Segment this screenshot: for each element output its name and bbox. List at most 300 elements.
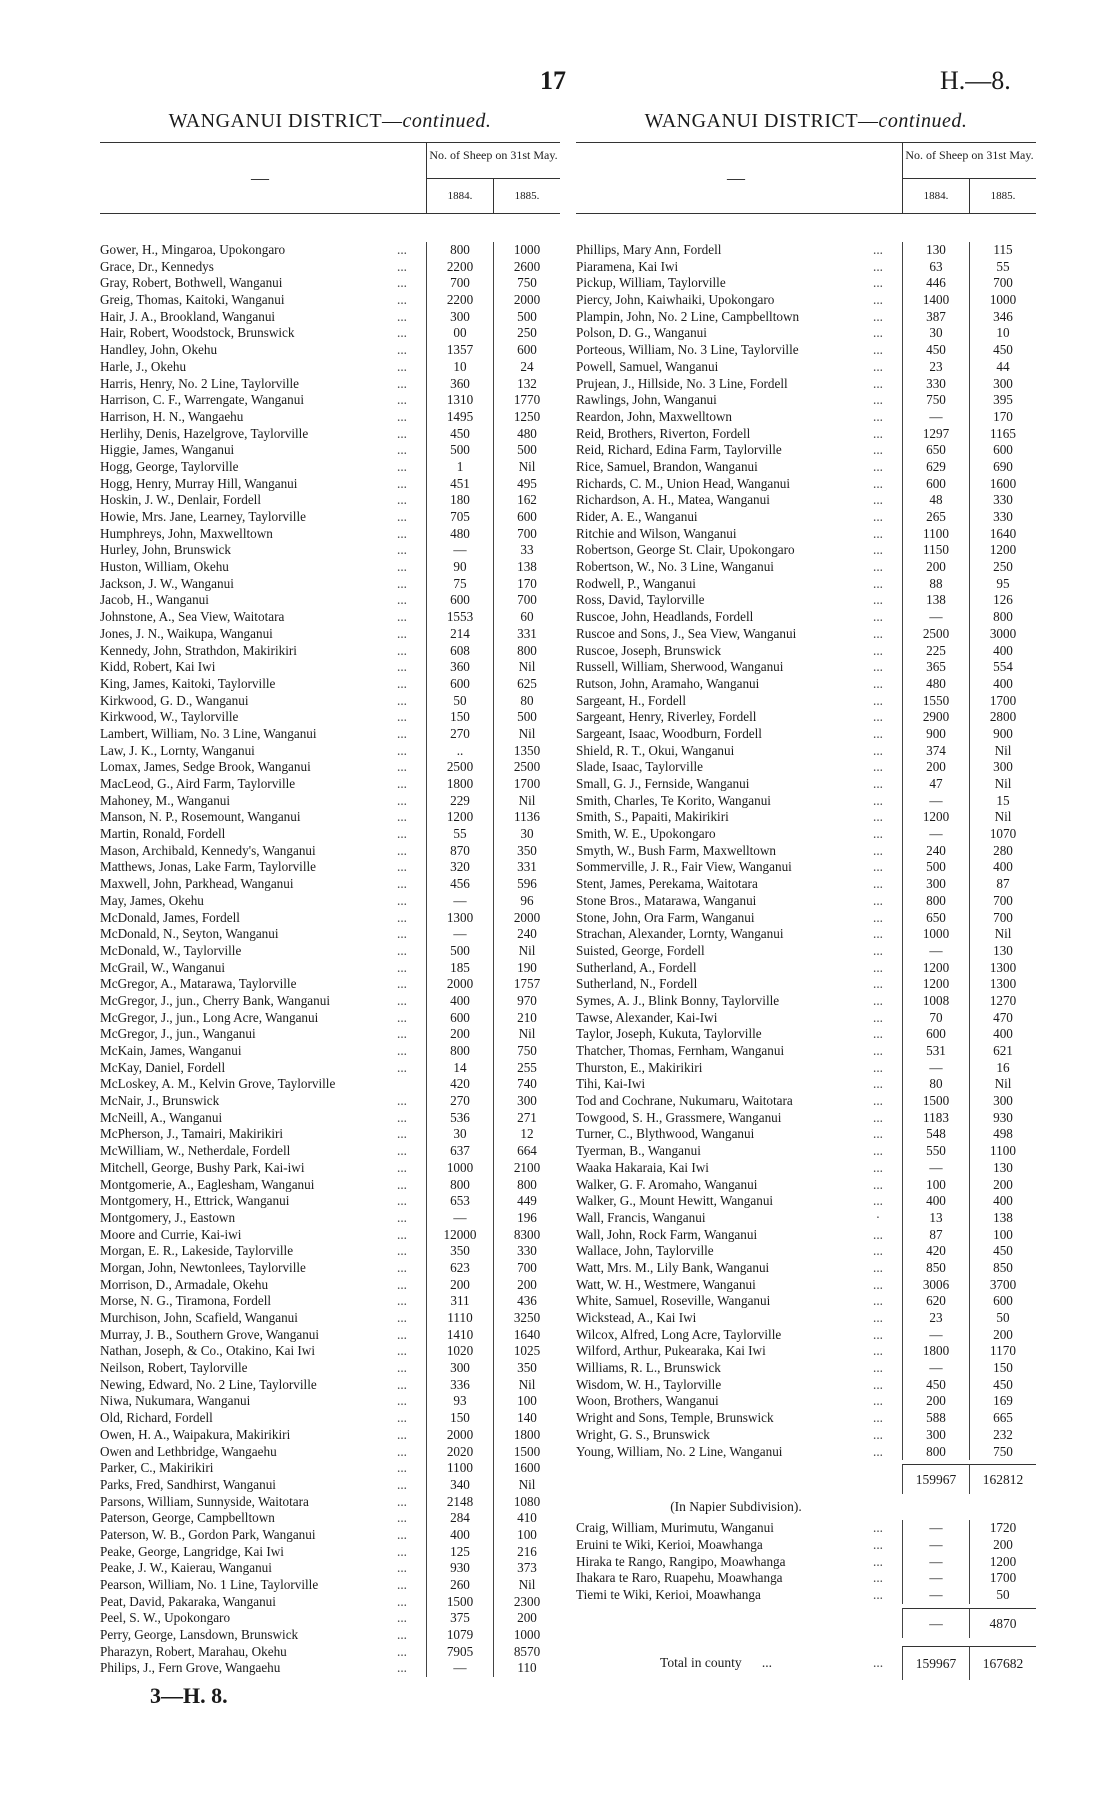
sheep-1884: 400 [426, 1527, 493, 1544]
sheep-1884: 93 [426, 1393, 493, 1410]
sheep-1884: 800 [426, 242, 493, 259]
sheep-1885: 95 [969, 576, 1036, 593]
sheep-1884: 214 [426, 626, 493, 643]
owner-name: Martin, Ronald, Fordell [100, 826, 226, 842]
table-row [576, 926, 1036, 943]
owner-name: Hogg, George, Taylorville [100, 458, 239, 474]
sheep-1885: 3700 [969, 1277, 1036, 1294]
table-row [100, 859, 560, 876]
sheep-1884: 400 [902, 1193, 969, 1210]
table-row [100, 1627, 560, 1644]
sheep-1885: 1757 [493, 976, 560, 993]
owner-name: Peat, David, Pakaraka, Wanganui [100, 1593, 276, 1609]
leader-dots: ... [873, 1043, 883, 1058]
sheep-1885: 12 [493, 1126, 560, 1143]
table-row [100, 943, 560, 960]
owner-name: Williams, R. L., Brunswick [576, 1360, 721, 1376]
owner-name: Plampin, John, No. 2 Line, Campbelltown [576, 308, 800, 324]
sheep-1885: Nil [969, 776, 1036, 793]
sheep-1885: 200 [969, 1177, 1036, 1194]
sheep-1884: — [426, 893, 493, 910]
owner-name: Harrison, C. F., Warrengate, Wanganui [100, 392, 304, 408]
sheep-count-header [902, 143, 1036, 213]
owner-name: McGrail, W., Wanganui [100, 959, 226, 975]
leader-dots: ... [873, 1376, 883, 1392]
owner-name: Tyerman, B., Wanganui [576, 1143, 701, 1159]
table-row [100, 526, 560, 543]
leader-dots: ... [873, 492, 883, 508]
owner-name: Wright, G. S., Brunswick [576, 1426, 710, 1442]
owner-name: Parsons, William, Sunnyside, Waitotara [100, 1493, 309, 1509]
owner-name: Smith, Charles, Te Korito, Wanganui [576, 792, 771, 808]
sheep-1884: 150 [426, 1410, 493, 1427]
sheep-1884: 1495 [426, 409, 493, 426]
sheep-1884: 48 [902, 492, 969, 509]
sheep-1885: 1300 [969, 960, 1036, 977]
leader-dots: ... [397, 1193, 407, 1209]
owner-name: Paterson, W. B., Gordon Park, Wanganui [100, 1526, 316, 1542]
table-row [100, 1427, 560, 1444]
sheep-1885: 216 [493, 1544, 560, 1561]
leader-dots: ... [873, 1310, 883, 1325]
sheep-1884: 200 [902, 1393, 969, 1410]
sheep-1884: 870 [426, 843, 493, 860]
sheep-1884: 850 [902, 1260, 969, 1277]
sheep-1885: 750 [493, 275, 560, 292]
table-row [100, 709, 560, 726]
owner-name: King, James, Kaitoki, Taylorville [100, 675, 276, 691]
owner-name: Pharazyn, Robert, Marahau, Okehu [100, 1643, 287, 1659]
owner-name: Murray, J. B., Southern Grove, Wanganui [100, 1326, 320, 1342]
sheep-1885: 96 [493, 893, 560, 910]
sheep-1884: 653 [426, 1193, 493, 1210]
sheep-1884: 620 [902, 1293, 969, 1310]
sheep-1884: 30 [902, 325, 969, 342]
owner-name: Pearson, William, No. 1 Line, Taylorville [100, 1577, 319, 1592]
sheep-1884: 700 [426, 275, 493, 292]
leader-dots: ... [397, 859, 407, 875]
leader-dots: ... [397, 509, 407, 524]
sheep-1884: 1550 [902, 693, 969, 710]
table-row [576, 693, 1036, 710]
leader-dots: ... [397, 809, 407, 825]
owner-name: Ross, David, Taylorville [576, 592, 705, 608]
sheep-1884: 320 [426, 859, 493, 876]
sheep-1884: 1110 [426, 1310, 493, 1327]
sheep-1884: 1100 [426, 1460, 493, 1477]
owner-name: McDonald, N., Seyton, Wanganui [100, 926, 279, 942]
owner-name: Rawlings, John, Wanganui [576, 392, 717, 408]
sheep-1885: 346 [969, 309, 1036, 326]
leader-dots: ... [397, 325, 407, 341]
table-row [100, 643, 560, 660]
sheep-1885: 664 [493, 1143, 560, 1160]
owner-name: Montgomery, H., Ettrick, Wanganui [100, 1193, 290, 1209]
table-row [100, 442, 560, 459]
sheep-1884: 600 [902, 1026, 969, 1043]
owner-name: Prujean, J., Hillside, No. 3 Line, Fordell [576, 375, 788, 391]
leader-dots: ... [873, 1520, 883, 1536]
sheep-1885: 196 [493, 1210, 560, 1227]
table-row [100, 626, 560, 643]
sheep-1885: 170 [493, 576, 560, 593]
table-row [100, 659, 560, 676]
table-row [100, 1310, 560, 1327]
owner-name: Richardson, A. H., Matea, Wanganui [576, 492, 770, 508]
table-row [100, 960, 560, 977]
owner-name: Hair, J. A., Brookland, Wanganui [100, 308, 276, 324]
leader-dots: ... [397, 1126, 407, 1142]
sheep-1885: 1250 [493, 409, 560, 426]
leader-dots: ... [397, 1643, 407, 1659]
sheep-1885: 1170 [969, 1343, 1036, 1360]
subtotal-row [576, 1464, 1036, 1494]
owner-name: Gower, H., Mingaroa, Upokongaro [100, 242, 286, 257]
leader-dots: ... [397, 1510, 407, 1526]
sheep-1885: Nil [493, 1377, 560, 1394]
table-row [576, 1327, 1036, 1344]
leader-dots: ... [873, 425, 883, 441]
leader-dots: ... [873, 1009, 883, 1025]
leader-dots: ... [873, 709, 883, 725]
sheep-1885: 400 [969, 676, 1036, 693]
sheep-1884: 1800 [902, 1343, 969, 1360]
sheep-count-title: No. of Sheep on 31st May. [427, 143, 560, 179]
leader-dots: ... [397, 408, 407, 424]
leader-dots: ... [397, 1577, 407, 1592]
sheep-1885: 1700 [969, 1570, 1036, 1587]
sheep-1885: Nil [969, 743, 1036, 760]
owner-list [576, 242, 1036, 1460]
total-1885: 167682 [969, 1646, 1036, 1680]
sheep-1885: 60 [493, 609, 560, 626]
owner-name: Harrison, H. N., Wangaehu [100, 408, 244, 424]
sheep-1885: 1200 [969, 1554, 1036, 1571]
subtotal-1885: 162812 [969, 1464, 1036, 1494]
sheep-1884: 531 [902, 1043, 969, 1060]
leader-dots: ... [873, 659, 883, 675]
sheep-1885: 331 [493, 859, 560, 876]
sheep-1885: 300 [969, 1093, 1036, 1110]
sheep-1885: 130 [969, 1160, 1036, 1177]
owner-name: Wilcox, Alfred, Long Acre, Taylorville [576, 1326, 782, 1342]
table-row [576, 576, 1036, 593]
sheep-1885: 2000 [493, 292, 560, 309]
table-row [576, 526, 1036, 543]
leader-dots: ... [873, 1343, 883, 1359]
leader-dots: ... [873, 559, 883, 575]
leader-dots: ... [397, 1243, 407, 1259]
owner-name: Rodwell, P., Wanganui [576, 575, 696, 591]
owner-name: Mitchell, George, Bushy Park, Kai-iwi [100, 1159, 305, 1175]
table-row [100, 1527, 560, 1544]
sheep-1885: 24 [493, 359, 560, 376]
owner-name: Reid, Richard, Edina Farm, Taylorville [576, 442, 782, 458]
owner-name: Old, Richard, Fordell [100, 1410, 213, 1426]
sheep-1884: — [902, 1160, 969, 1177]
sheep-1884: 1079 [426, 1627, 493, 1644]
sheep-1884: 608 [426, 643, 493, 660]
sheep-1884: 70 [902, 1010, 969, 1027]
owner-name: Rice, Samuel, Brandon, Wanganui [576, 458, 758, 474]
leader-dots: ... [873, 1109, 883, 1125]
table-row [576, 709, 1036, 726]
table-row [100, 759, 560, 776]
sheep-1884: 63 [902, 259, 969, 276]
sheep-1884: 2200 [426, 292, 493, 309]
sheep-1885: 50 [969, 1310, 1036, 1327]
left-column [100, 110, 560, 1709]
sheep-1884: 637 [426, 1143, 493, 1160]
table-row [100, 809, 560, 826]
owner-name: Kirkwood, G. D., Wanganui [100, 692, 249, 708]
sheep-1885: 600 [493, 342, 560, 359]
leader-dots: ... [397, 1043, 407, 1058]
sheep-1884: — [902, 1060, 969, 1077]
leader-dots: ... [397, 1476, 407, 1492]
leader-dots: ... [397, 1543, 407, 1559]
sheep-1884: — [902, 943, 969, 960]
owner-name: Hurley, John, Brunswick [100, 542, 232, 558]
sheep-1885: 330 [969, 509, 1036, 526]
sheep-1884: 13 [902, 1210, 969, 1227]
owner-name: Pickup, William, Taylorville [576, 275, 726, 291]
leader-dots: ... [397, 842, 407, 858]
sheep-1884: 350 [426, 1243, 493, 1260]
sheep-1885: 621 [969, 1043, 1036, 1060]
leader-dots: ... [397, 1176, 407, 1192]
leader-dots: ... [397, 776, 407, 791]
owner-name: Small, G. J., Fernside, Wanganui [576, 776, 750, 791]
owner-name: Symes, A. J., Blink Bonny, Taylorville [576, 992, 780, 1008]
sheep-1884: 500 [426, 442, 493, 459]
sheep-1885: 8570 [493, 1644, 560, 1661]
sheep-1884: 1 [426, 459, 493, 476]
leader-dots: ... [397, 1226, 407, 1242]
sheep-1885: 200 [493, 1610, 560, 1627]
table-row [576, 275, 1036, 292]
leader-dots: ... [397, 826, 407, 842]
sheep-1884: 600 [902, 476, 969, 493]
table-row [100, 359, 560, 376]
leader-dots: ... [873, 392, 883, 408]
leader-dots: ... [397, 1310, 407, 1325]
leader-dots: ... [397, 1593, 407, 1609]
leader-dots: ... [397, 375, 407, 391]
leader-dots: ... [397, 692, 407, 708]
leader-dots: ... [397, 1259, 407, 1275]
owner-name: Handley, John, Okehu [100, 342, 218, 358]
table-row [576, 659, 1036, 676]
owner-name: McLoskey, A. M., Kelvin Grove, Taylorville [100, 1076, 336, 1092]
sheep-1884: 1297 [902, 426, 969, 443]
sheep-1885: 500 [493, 309, 560, 326]
owner-name: McPherson, J., Tamairi, Makirikiri [100, 1126, 284, 1142]
sheep-1885: 331 [493, 626, 560, 643]
sheep-1884: 23 [902, 359, 969, 376]
sheep-1884: 500 [902, 859, 969, 876]
sheep-1885: 750 [969, 1444, 1036, 1461]
owner-name: Kirkwood, W., Taylorville [100, 709, 239, 725]
sheep-1884: 10 [426, 359, 493, 376]
owner-name: Tawse, Alexander, Kai-Iwi [576, 1009, 718, 1025]
table-row [576, 743, 1036, 760]
sheep-1885: 970 [493, 993, 560, 1010]
owner-name: Owen, H. A., Waipakura, Makirikiri [100, 1426, 291, 1442]
leader-dots: ... [873, 1159, 883, 1175]
sheep-1885: 498 [969, 1126, 1036, 1143]
sheep-1884: 200 [426, 1026, 493, 1043]
leader-dots: ... [397, 358, 407, 374]
sheep-1885: 400 [969, 643, 1036, 660]
sheep-1885: 1350 [493, 743, 560, 760]
table-row [100, 1277, 560, 1294]
owner-name: White, Samuel, Roseville, Wanganui [576, 1293, 771, 1309]
sheep-1884: 800 [426, 1043, 493, 1060]
sheep-1885: 140 [493, 1410, 560, 1427]
leader-dots: ... [397, 525, 407, 541]
sheep-1885: 280 [969, 843, 1036, 860]
owner-name: Young, William, No. 2 Line, Wanganui [576, 1443, 783, 1459]
sheep-1884: 7905 [426, 1644, 493, 1661]
owner-name: Sargeant, Isaac, Woodburn, Fordell [576, 725, 762, 741]
leader-dots: ... [873, 1193, 883, 1209]
sheep-1884: 240 [902, 843, 969, 860]
sheep-1885: 1700 [493, 776, 560, 793]
table-row [100, 1377, 560, 1394]
sheep-1885: 700 [969, 893, 1036, 910]
leader-dots: ... [397, 1159, 407, 1175]
owner-name: Mason, Archibald, Kennedy's, Wanganui [100, 842, 316, 858]
owner-name: Ritchie and Wilson, Wanganui [576, 525, 737, 541]
table-row [576, 809, 1036, 826]
sheep-1884: 200 [902, 759, 969, 776]
sheep-1884: — [902, 1520, 969, 1537]
sheep-1884: 225 [902, 643, 969, 660]
leader-dots: ... [873, 1410, 883, 1426]
leader-dots: ... [397, 1276, 407, 1292]
table-row [576, 1260, 1036, 1277]
sheep-1884: 311 [426, 1293, 493, 1310]
sheep-1884: 1150 [902, 542, 969, 559]
leader-dots: ... [397, 1326, 407, 1342]
sheep-1885: 16 [969, 1060, 1036, 1077]
table-row [576, 1043, 1036, 1060]
leader-dots: ... [397, 709, 407, 725]
sheep-1884: 300 [426, 309, 493, 326]
owner-name: Nathan, Joseph, & Co., Otakino, Kai Iwi [100, 1343, 315, 1359]
table-row [100, 309, 560, 326]
table-row [100, 426, 560, 443]
owner-name: Piaramena, Kai Iwi [576, 258, 679, 274]
sheep-1884: 30 [426, 1126, 493, 1143]
sheep-1885: 740 [493, 1076, 560, 1093]
sheep-1884: 451 [426, 476, 493, 493]
sheep-1884: 800 [426, 1177, 493, 1194]
table-row [100, 726, 560, 743]
leader-dots: ... [397, 1426, 407, 1442]
sheep-1884: 50 [426, 693, 493, 710]
leader-dots: ... [873, 325, 883, 341]
table-row [576, 309, 1036, 326]
sheep-1885: 2800 [969, 709, 1036, 726]
owner-name: Richards, C. M., Union Head, Wanganui [576, 475, 791, 491]
table-row [576, 1060, 1036, 1077]
table-row [576, 1277, 1036, 1294]
leader-dots: ... [397, 1443, 407, 1459]
leader-dots: ... [873, 1393, 883, 1409]
leader-dots: ... [873, 475, 883, 491]
owner-name: Niwa, Nukumara, Wanganui [100, 1393, 251, 1409]
table-row [100, 893, 560, 910]
leader-dots: ... [873, 826, 883, 842]
sheep-1885: 350 [493, 843, 560, 860]
owner-name: Robertson, W., No. 3 Line, Wanganui [576, 559, 774, 575]
leader-dots: ... [873, 458, 883, 474]
owner-name: Peel, S. W., Upokongaro [100, 1610, 231, 1626]
owner-name: Herlihy, Denis, Hazelgrove, Taylorville [100, 425, 309, 441]
table-row [100, 1494, 560, 1511]
table-row [576, 626, 1036, 643]
owner-name: Mahoney, M., Wanganui [100, 792, 231, 808]
napier-sum-1885: 4870 [969, 1608, 1036, 1638]
leader-dots: ... [873, 1553, 883, 1569]
leader-dots: ... [397, 1009, 407, 1025]
sheep-1884: 600 [426, 592, 493, 609]
table-row [100, 1043, 560, 1060]
owner-name: Kennedy, John, Strathdon, Makirikiri [100, 642, 297, 658]
leader-dots: ... [397, 742, 407, 758]
owner-list [100, 242, 560, 1677]
sheep-1885: 436 [493, 1293, 560, 1310]
leader-dots: · [875, 1209, 881, 1225]
sheep-1884: 100 [902, 1177, 969, 1194]
sheep-1884: 47 [902, 776, 969, 793]
table-row [576, 342, 1036, 359]
leader-dots: ... [397, 1560, 407, 1576]
leader-dots: ... [873, 926, 883, 942]
sheep-1884: 600 [426, 1010, 493, 1027]
sheep-1884: 2148 [426, 1494, 493, 1511]
leader-dots: ... [397, 1493, 407, 1509]
leader-dots: ... [397, 1209, 407, 1225]
sheep-1884: 300 [426, 1360, 493, 1377]
table-row [576, 776, 1036, 793]
sheep-1885: 2100 [493, 1160, 560, 1177]
sheep-1884: 1200 [902, 809, 969, 826]
sheep-1884: 23 [902, 1310, 969, 1327]
owner-name: Reardon, John, Maxwelltown [576, 408, 733, 424]
sheep-1885: 495 [493, 476, 560, 493]
table-row [100, 1060, 560, 1077]
sheep-1884: 229 [426, 793, 493, 810]
table-row [100, 926, 560, 943]
sheep-1884: 130 [902, 242, 969, 259]
owner-name: Morrison, D., Armadale, Okehu [100, 1276, 269, 1292]
owner-name: Ruscoe and Sons, J., Sea View, Wanganui [576, 625, 797, 641]
table-row [576, 960, 1036, 977]
sheep-1885: 700 [969, 275, 1036, 292]
sheep-1884: 400 [426, 993, 493, 1010]
sheep-1884: 536 [426, 1110, 493, 1127]
table-row [576, 392, 1036, 409]
leader-dots: ... [397, 1293, 407, 1309]
sheep-1885: 138 [493, 559, 560, 576]
owner-name: Higgie, James, Wanganui [100, 442, 235, 458]
sheep-1884: 446 [902, 275, 969, 292]
leader-dots: ... [397, 492, 407, 508]
leader-dots: ... [397, 942, 407, 958]
